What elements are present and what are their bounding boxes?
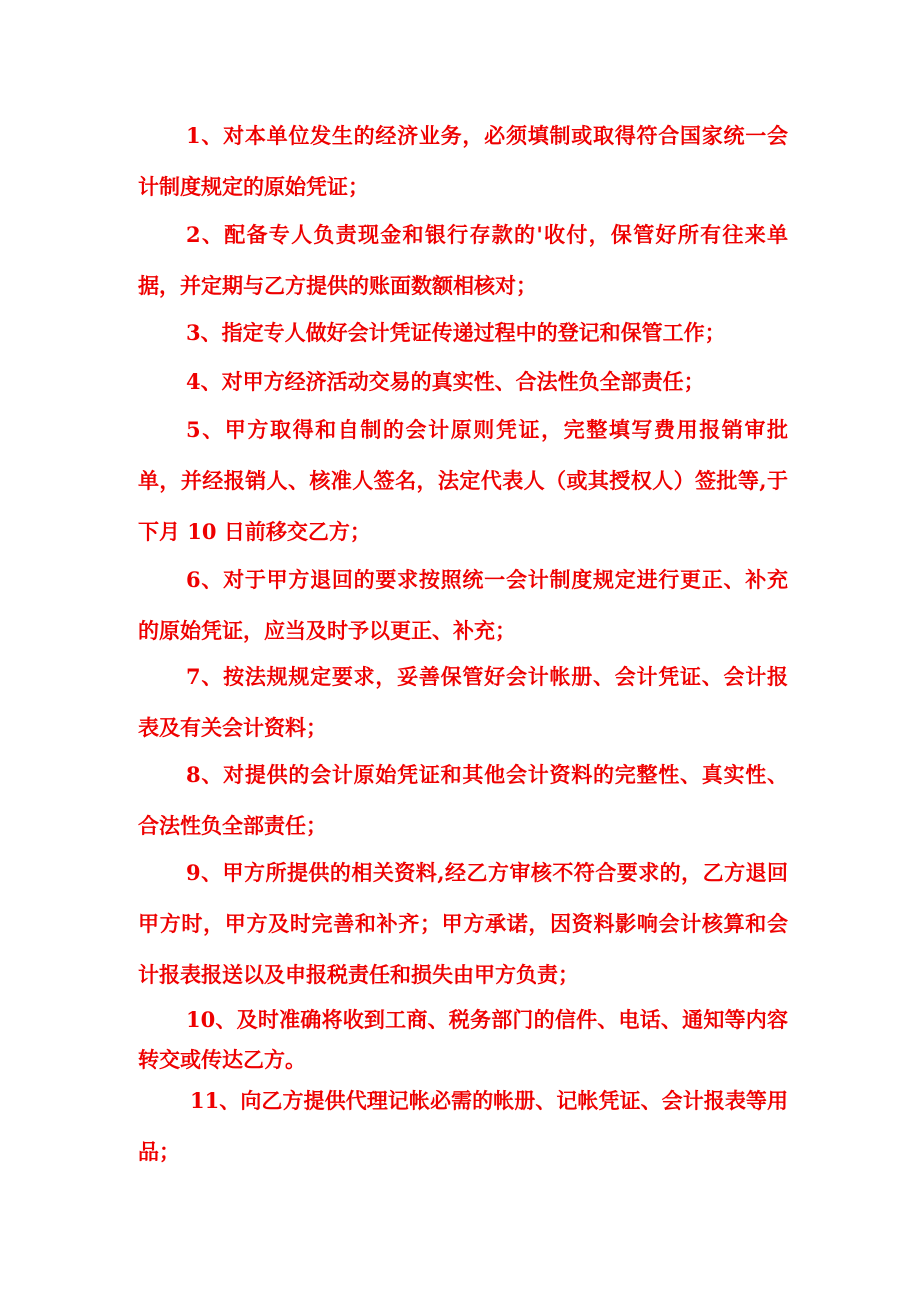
clause-2: 2、配备专人负责现金和银行存款的'收付，保管好所有往来单据，并定期与乙方提供的账面数额相核对； [138, 222, 788, 298]
clause-10: 10、及时准确将收到工商、税务部门的信件、电话、通知等内容转交或传达乙方。 [138, 1007, 788, 1072]
clause-7: 7、按法规规定要求，妥善保管好会计帐册、会计凭证、会计报表及有关会计资料； [138, 664, 788, 740]
clause-11: 11、向乙方提供代理记帐必需的帐册、记帐凭证、会计报表等用品； [138, 1088, 788, 1164]
clause-1: 1、对本单位发生的经济业务，必须填制或取得符合国家统一会计制度规定的原始凭证； [138, 123, 788, 199]
clause-6: 6、对于甲方退回的要求按照统一会计制度规定进行更正、补充的原始凭证，应当及时予以更正、补充； [138, 567, 788, 643]
clause-5: 5、甲方取得和自制的会计原则凭证，完整填写费用报销审批单，并经报销人、核准人签名，法定代表人（或其授权人）签批等,于下月 10 日前移交乙方； [138, 417, 788, 544]
clause-8: 8、对提供的会计原始凭证和其他会计资料的完整性、真实性、合法性负全部责任； [138, 762, 788, 838]
clause-3: 3、指定专人做好会计凭证传递过程中的登记和保管工作； [186, 320, 726, 345]
clause-4: 4、对甲方经济活动交易的真实性、合法性负全部责任； [186, 369, 705, 394]
clause-9: 9、甲方所提供的相关资料,经乙方审核不符合要求的，乙方退回甲方时，甲方及时完善和补齐；甲方承诺，因资料影响会计核算和会计报表报送以及申报税责任和损失由甲方负责； [138, 860, 788, 987]
